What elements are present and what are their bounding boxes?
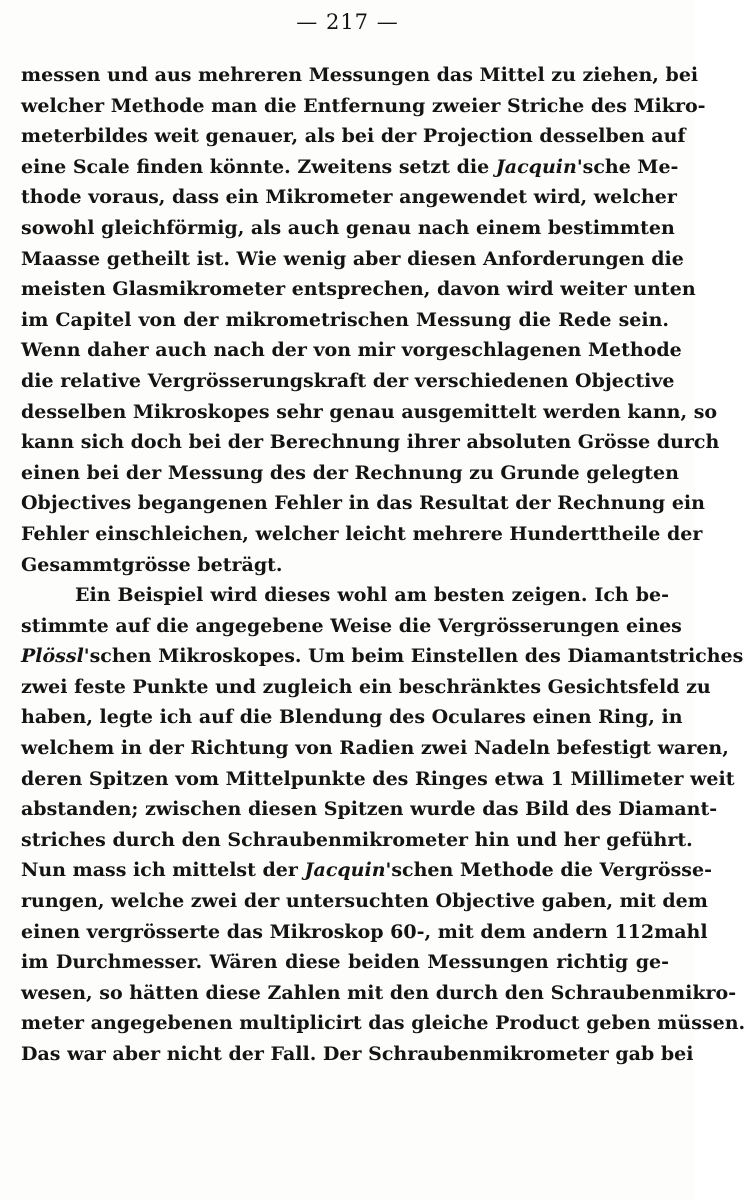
text-segment: Fehler einschleichen, welcher leicht mehrere Hunderttheile der (21, 522, 703, 545)
text-line (21, 488, 705, 519)
text-segment: zwei feste Punkte und zugleich ein beschränktes Gesichtsfeld zu (21, 675, 711, 698)
text-segment: 'sche Me- (576, 155, 679, 178)
text-line (21, 274, 696, 305)
text-segment: Maasse getheilt ist. Wie wenig aber diesen Anforderungen die (21, 247, 684, 270)
text-segment: einen bei der Messung des der Rechnung zu Grunde gelegten (21, 461, 679, 484)
text-segment: haben, legte ich auf die Blendung des Oculares einen Ring, in (21, 706, 683, 729)
text-line (21, 580, 669, 611)
text-segment: meter angegebenen multiplicirt das gleiche Product geben müssen. (21, 1012, 745, 1035)
text-segment: die relative Vergrösserungskraft der verschiedenen Objective (21, 369, 675, 392)
text-segment: meisten Glasmikrometer entsprechen, davon wird weiter unten (21, 278, 696, 301)
text-segment: im Durchmesser. Wären diese beiden Messungen richtig ge- (21, 951, 669, 974)
text-segment: eine Scale finden könnte. Zweitens setzt die (21, 155, 496, 178)
text-segment: kann sich doch bei der Berechnung ihrer absoluten Grösse durch (21, 431, 720, 454)
text-line (21, 244, 684, 275)
text-segment: im Capitel von der mikrometrischen Messung die Rede sein. (21, 308, 669, 331)
text-line (21, 764, 735, 795)
text-line (21, 458, 679, 489)
text-segment: Objectives begangenen Fehler in das Resultat der Rechnung ein (21, 492, 705, 515)
text-segment: welchem in der Richtung von Radien zwei Nadeln befestigt waren, (21, 737, 729, 760)
text-line (21, 366, 675, 397)
text-segment: Wenn daher auch nach der von mir vorgeschlagenen Methode (21, 339, 682, 362)
text-segment: Das war aber nicht der Fall. Der Schraubenmikrometer gab bei (21, 1043, 694, 1065)
text-segment: 'schen Mikroskopes. Um beim Einstellen des Diamantstriches (83, 645, 744, 668)
text-line (21, 886, 708, 917)
text-line (21, 305, 669, 336)
italic-name: Jacquin (304, 859, 386, 882)
text-line (21, 641, 744, 672)
text-segment: messen und aus mehreren Messungen das Mittel zu ziehen, bei (21, 64, 699, 86)
text-line (21, 335, 682, 366)
text-line (21, 794, 718, 825)
text-line (21, 733, 729, 764)
text-segment: thode voraus, dass ein Mikrometer angewendet wird, welcher (21, 186, 677, 209)
text-segment: welcher Methode man die Entfernung zweier Striche des Mikro- (21, 94, 706, 117)
text-segment: rungen, welche zwei der untersuchten Objective gaben, mit dem (21, 890, 708, 913)
text-line (21, 60, 699, 91)
text-segment: sowohl gleichförmig, als auch genau nach einem bestimmten (21, 216, 675, 239)
body-text (21, 60, 745, 1070)
italic-name: Jacquin (495, 155, 577, 178)
text-line (21, 672, 711, 703)
text-line (21, 947, 669, 978)
text-segment: wesen, so hätten diese Zahlen mit den durch den Schraubenmikro- (21, 981, 737, 1004)
page-number: — 217 — (296, 10, 399, 34)
text-line (21, 427, 720, 458)
text-segment: Ein Beispiel wird dieses wohl am besten zeigen. Ich be- (75, 584, 669, 607)
text-line (21, 1039, 694, 1070)
text-segment: meterbildes weit genauer, als bei der Projection desselben auf (21, 125, 686, 148)
text-line (21, 91, 706, 122)
text-segment: desselben Mikroskopes sehr genau ausgemittelt werden kann, so (21, 400, 718, 423)
text-line (21, 550, 669, 581)
text-line (21, 978, 737, 1009)
text-segment: striches durch den Schraubenmikrometer hin und her geführt. (21, 828, 693, 851)
text-line (21, 855, 712, 886)
text-segment: 'schen Methode die Vergrösse- (385, 859, 712, 882)
text-line (21, 182, 677, 213)
text-segment: abstanden; zwischen diesen Spitzen wurde das Bild des Diamant- (21, 798, 718, 821)
text-segment: Nun mass ich mittelst der (21, 859, 305, 882)
text-line (21, 121, 686, 152)
italic-name: Plössl (21, 645, 84, 668)
text-line (21, 702, 683, 733)
text-line (21, 213, 675, 244)
text-line (21, 397, 718, 428)
text-line (21, 917, 708, 948)
text-segment: Gesammtgrösse beträgt. (21, 553, 283, 576)
text-line (21, 519, 703, 550)
text-line (21, 1008, 745, 1039)
text-line (21, 825, 693, 856)
text-segment: stimmte auf die angegebene Weise die Vergrösserungen eines (21, 614, 682, 637)
text-line (21, 152, 679, 183)
text-line (21, 611, 682, 642)
text-segment: einen vergrösserte das Mikroskop 60-, mit dem andern 112mahl (21, 920, 708, 943)
text-segment: deren Spitzen vom Mittelpunkte des Ringes etwa 1 Millimeter weit (21, 767, 735, 790)
